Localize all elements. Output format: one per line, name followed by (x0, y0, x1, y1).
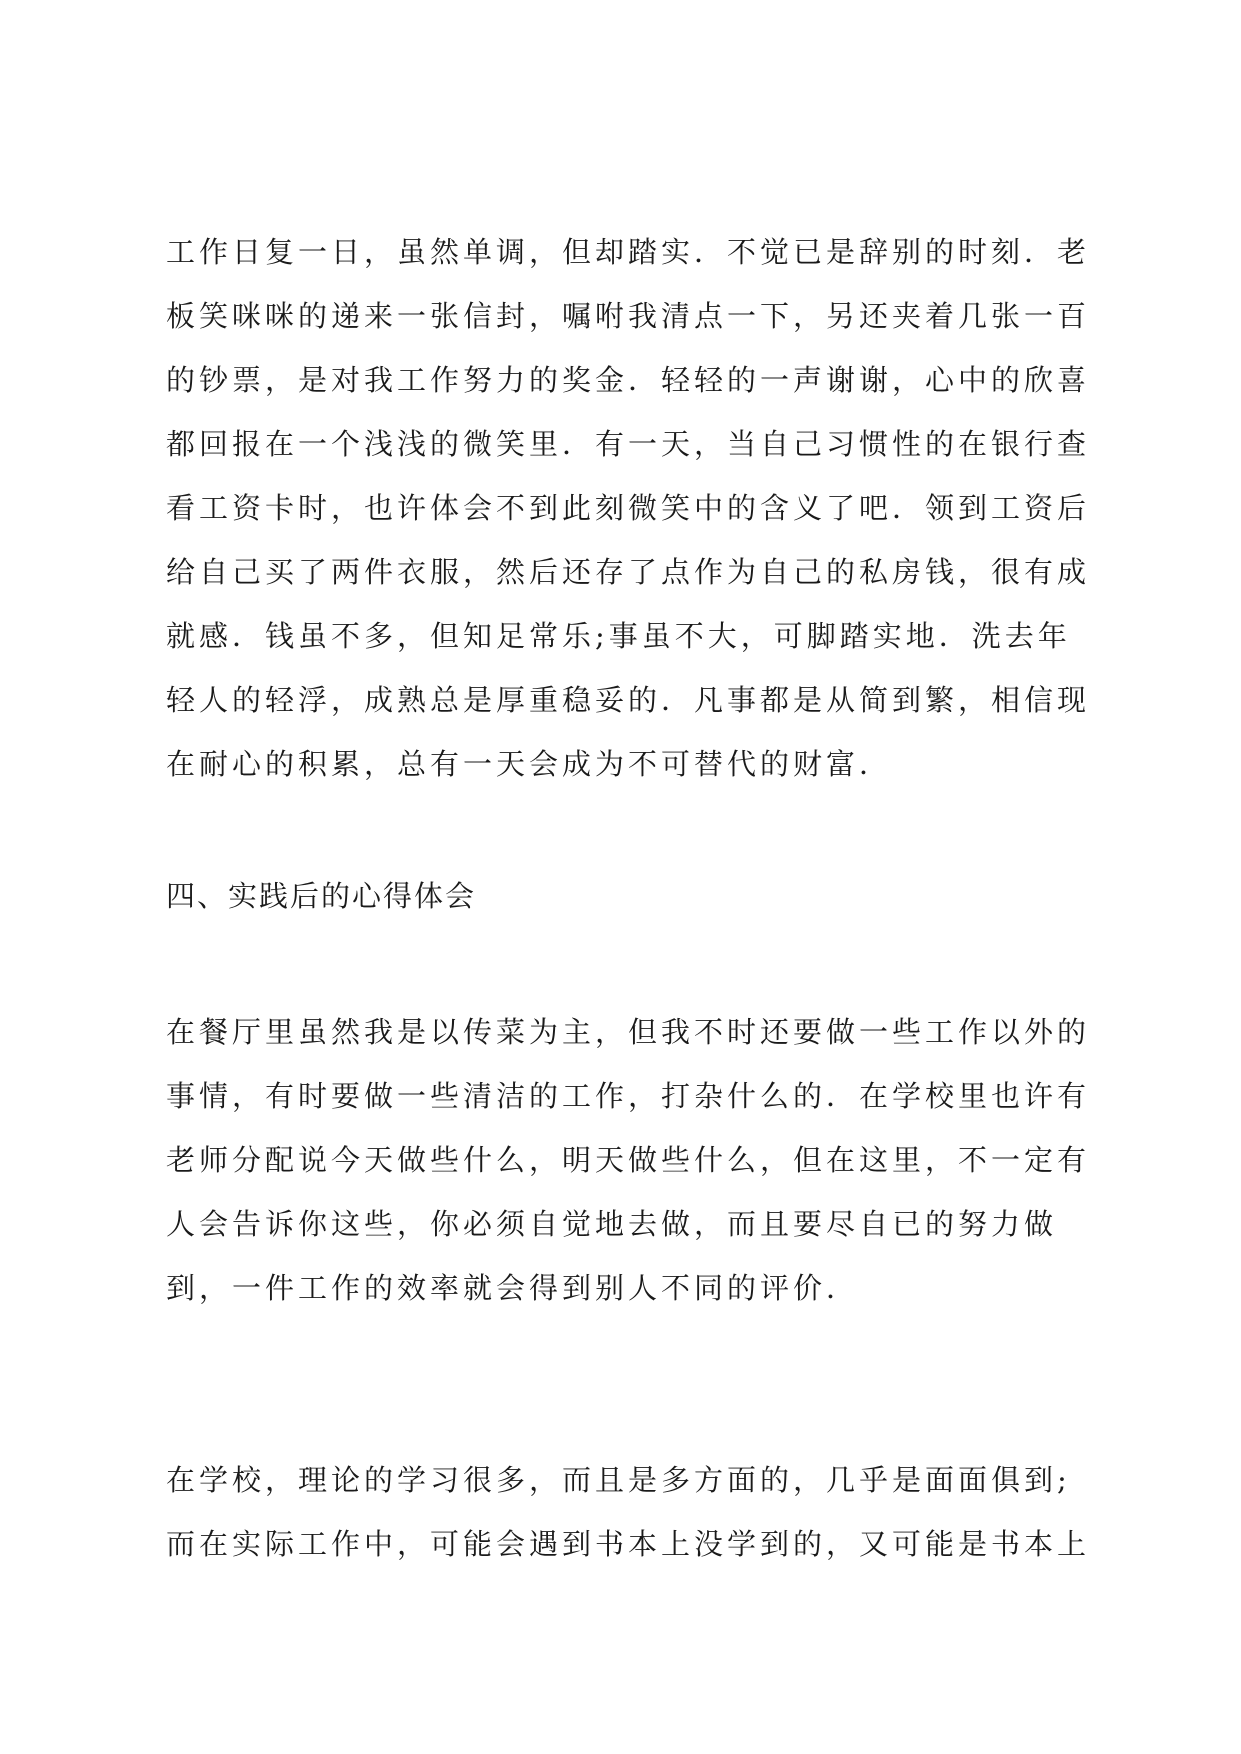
text-line: 工作日复一日，虽然单调，但却踏实．不觉已是辞别的时刻．老 (166, 235, 1091, 269)
text-line: 给自己买了两件衣服，然后还存了点作为自己的私房钱，很有成 (166, 555, 1091, 589)
text-line: 在学校，理论的学习很多，而且是多方面的，几乎是面面俱到; (166, 1463, 1071, 1497)
section-heading (166, 864, 1096, 928)
section-heading-text: 四、实践后的心得体会 (166, 879, 477, 913)
text-line: 看工资卡时，也许体会不到此刻微笑中的含义了吧．领到工资后 (166, 491, 1091, 525)
text-line: 事情，有时要做一些清洁的工作，打杂什么的．在学校里也许有 (166, 1079, 1091, 1113)
paragraph-restaurant-work (166, 1000, 1096, 1320)
text-line: 板笑咪咪的递来一张信封，嘱咐我清点一下，另还夹着几张一百 (166, 299, 1091, 333)
text-line: 都回报在一个浅浅的微笑里．有一天，当自己习惯性的在银行查 (166, 427, 1091, 461)
text-line: 就感．钱虽不多，但知足常乐;事虽不大，可脚踏实地．洗去年 (166, 619, 1071, 653)
text-line: 老师分配说今天做些什么，明天做些什么，但在这里，不一定有 (166, 1143, 1091, 1177)
text-line: 到，一件工作的效率就会得到别人不同的评价． (166, 1271, 860, 1305)
paragraph-school-vs-work (166, 1448, 1096, 1576)
text-line: 的钞票，是对我工作努力的奖金．轻轻的一声谢谢，心中的欣喜 (166, 363, 1091, 397)
text-line: 在餐厅里虽然我是以传菜为主，但我不时还要做一些工作以外的 (166, 1015, 1091, 1049)
text-line: 在耐心的积累，总有一天会成为不可替代的财富． (166, 747, 893, 781)
text-line: 轻人的轻浮，成熟总是厚重稳妥的．凡事都是从简到繁，相信现 (166, 683, 1091, 717)
text-line: 而在实际工作中，可能会遇到书本上没学到的，又可能是书本上 (166, 1527, 1091, 1561)
paragraph-work-routine (166, 220, 1096, 796)
text-line: 人会告诉你这些，你必须自觉地去做，而且要尽自已的努力做 (166, 1207, 1058, 1241)
